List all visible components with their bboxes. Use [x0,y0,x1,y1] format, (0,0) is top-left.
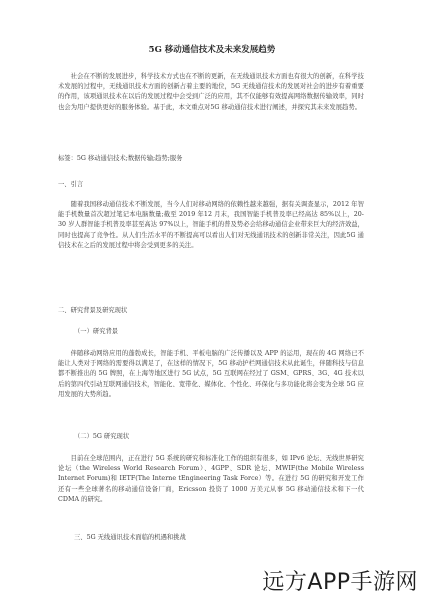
document-title: 5G 移动通信技术及未来发展趋势 [148,45,276,55]
abstract-paragraph [58,72,364,113]
section-heading-background: 二、研究背景及研究现状 [58,307,128,314]
introduction-paragraph [58,200,364,251]
abstract-text: 社会在不断的发展进步，科学技术方式也在不断的更新，在无线通讯技术方面也有很大的创新，在科学技术发展的过程中，无线通讯技术方面的创新占着主要的地位，5G 无线通信技术的发展对社会的进步有着重要的作用，该项通讯技术在以后的发展过程中会受到广泛的应用，其不仅能够有效提高网络数据传输效率，同时也会为用户提供更好的服务体验。基于此，本文重点对5G 移动通信技术进行阐述，并探究其未来发展趋势。 [58,73,364,111]
background-paragraph [58,349,364,400]
status-paragraph [58,454,364,505]
section-heading-opportunities: 三、5G 无线通讯技术面临的机遇和挑战 [74,534,186,541]
section-heading-introduction: 一、引言 [58,181,84,188]
subsection-heading-background: （一）研究背景 [74,328,119,335]
status-text: 目前在全球范围内，正在进行 5G 系统的研究和标准化工作的组织有很多，如 IPv6 论坛、无线世界研究论坛（the Wireless World Research Forum）、4GPP、SDR 论坛、MWIF(the Mobile Wireless Internet Forum)和 IETF(The Interne tEngineering Task Force）等。在进行 5G 的研究和开发工作还有一些全球著名的移动通信设备厂商，Ericsson 投资了 1000 万美元从事 5G 移动通信技术和下一代 CDMA 的研究。 [58,455,364,503]
site-watermark: 远方APP手游网 [262,570,418,595]
keywords-line: 标签：5G 移动通信技术;数据传输;趋势;服务 [58,155,183,162]
introduction-text: 随着我国移动通信技术不断发展，当今人们对移动网络的依赖性越来越强，据有关调查显示，2012 年智能手机数量首次超过笔记本电脑数量;截至 2019 年12 月末，我国智能手机普及率已经高达 85%以上，20-30 岁人群智能手机普及率甚至高达 97%以上，智能手机的普及势必会给移动通信企业带来巨大的经济效益，同时也提高了竞争性。从人们生活水平的不断提高可以看出人们对无线通讯技术的创新非常关注，因此5G 通信技术在之后的发展过程中将会受到更多的关注。 [58,201,364,249]
background-text: 伴随移动网络应用的蓬勃成长，智能手机、平板电脑的广泛传播以及 APP 的运用，现在的 4G 网络已不能让人类对于网络的需要得以满足了，在这样的情况下，5G 移动护栏网通信技术从此诞生，伴随科技与信息都不断推出的 5G 牌照，在上海等地区进行 5G 试点，5G 互联网在经过了 GSM、GPRS、3G、4G 技术以后的第四代引动互联网通信技术，智能化、宽带化、媒体化、个性化、环保化与多功能化将会变为全球 5G 应用发展的大势所趋。 [58,350,364,398]
subsection-heading-status: （二）5G 研究现状 [74,433,130,440]
